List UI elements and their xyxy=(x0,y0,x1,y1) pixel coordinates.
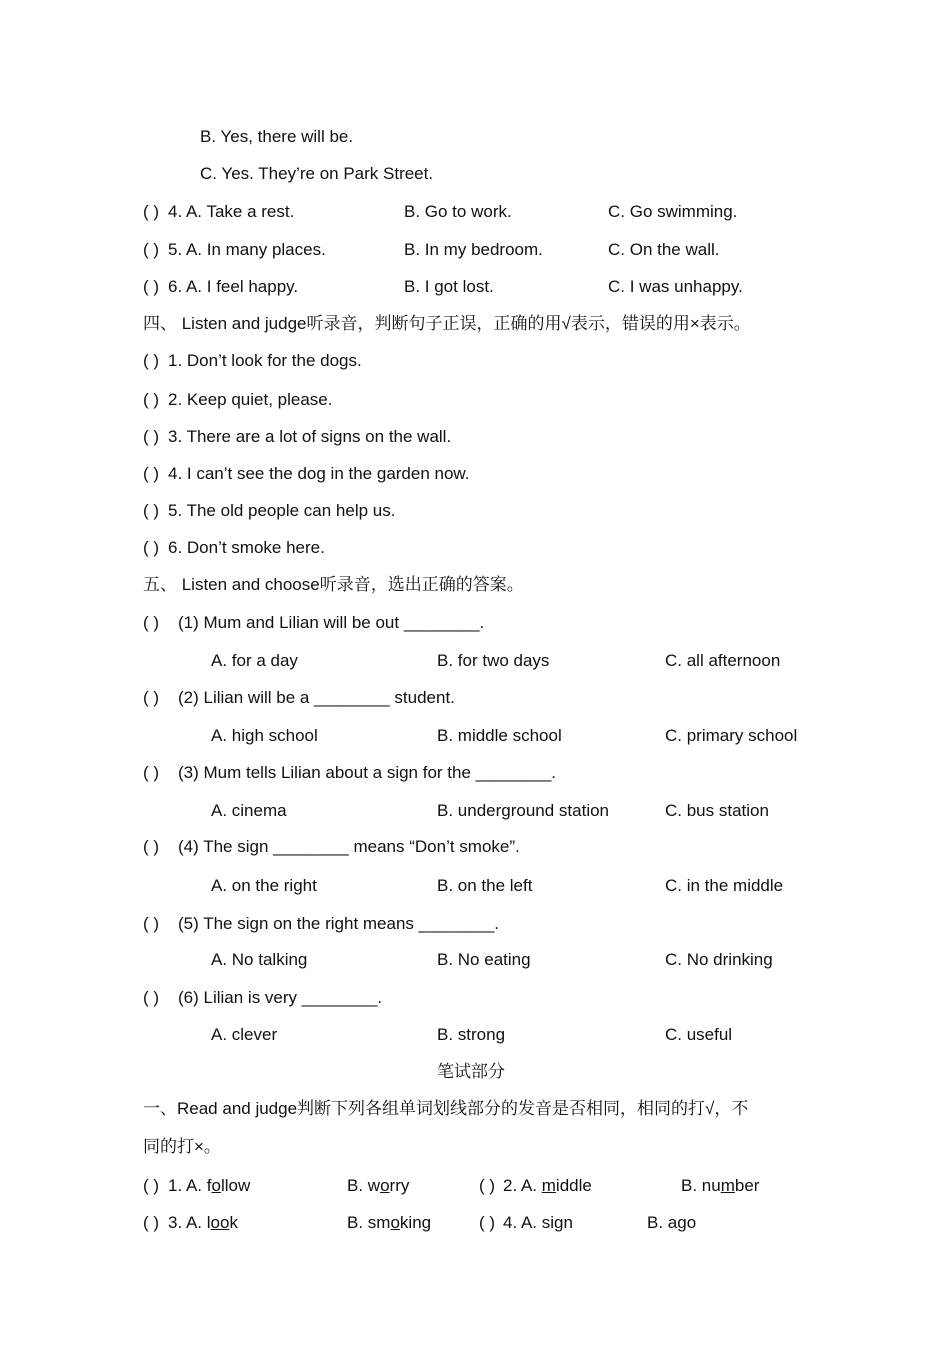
choose-3-option-c: C. bus station xyxy=(665,801,769,820)
judge-item-3: 3. There are a lot of signs on the wall. xyxy=(168,427,452,446)
choose-2-option-a: A. high school xyxy=(211,726,318,745)
question-6-option-b: B. I got lost. xyxy=(404,277,494,296)
answer-paren: ( ) xyxy=(143,1176,160,1195)
answer-paren: ( ) xyxy=(143,914,160,933)
answer-paren: ( ) xyxy=(479,1213,496,1232)
answer-paren: ( ) xyxy=(143,988,160,1007)
answer-paren: ( ) xyxy=(143,763,160,782)
question-4-option-a: 4. A. Take a rest. xyxy=(168,202,295,221)
answer-paren: ( ) xyxy=(143,837,160,856)
choose-1-option-a: A. for a day xyxy=(211,651,298,670)
choose-question-4: (4) The sign ________ means “Don’t smoke”. xyxy=(178,837,520,856)
choose-1-option-c: C. all afternoon xyxy=(665,651,781,670)
pronunciation-item-1b: B. worry xyxy=(347,1176,410,1195)
choose-2-option-b: B. middle school xyxy=(437,726,562,745)
answer-paren: ( ) xyxy=(143,501,160,520)
choose-6-option-c: C. useful xyxy=(665,1025,733,1044)
answer-paren: ( ) xyxy=(143,1213,160,1232)
choose-question-2: (2) Lilian will be a ________ student. xyxy=(178,688,455,707)
choose-4-option-b: B. on the left xyxy=(437,876,533,895)
choose-question-6: (6) Lilian is very ________. xyxy=(178,988,383,1007)
question-5-option-b: B. In my bedroom. xyxy=(404,240,543,259)
section-5-heading: 五、 Listen and choose听录音，选出正确的答案。 xyxy=(143,575,524,594)
answer-paren: ( ) xyxy=(143,240,160,259)
answer-paren: ( ) xyxy=(143,538,160,557)
choose-3-option-b: B. underground station xyxy=(437,801,610,820)
choose-2-option-c: C. primary school xyxy=(665,726,798,745)
written-section-1-heading-cont: 同的打×。 xyxy=(143,1137,221,1156)
pronunciation-item-2b: B. number xyxy=(681,1176,760,1195)
choose-question-1: (1) Mum and Lilian will be out ________. xyxy=(178,613,485,632)
choose-3-option-a: A. cinema xyxy=(211,801,287,820)
answer-paren: ( ) xyxy=(143,464,160,483)
answer-paren: ( ) xyxy=(143,688,160,707)
choose-6-option-b: B. strong xyxy=(437,1025,506,1044)
choose-question-3: (3) Mum tells Lilian about a sign for the ________. xyxy=(178,763,557,782)
written-section-title: 笔试部分 xyxy=(437,1062,505,1081)
pronunciation-item-4a: 4. A. sign xyxy=(503,1213,573,1232)
section-4-heading: 四、 Listen and judge听录音，判断句子正误，正确的用√表示，错误的用×表示。 xyxy=(143,314,751,333)
question-5-option-c: C. On the wall. xyxy=(608,240,720,259)
judge-item-4: 4. I can’t see the dog in the garden now. xyxy=(168,464,470,483)
choose-1-option-b: B. for two days xyxy=(437,651,550,670)
choose-5-option-c: C. No drinking xyxy=(665,950,773,969)
choose-5-option-b: B. No eating xyxy=(437,950,531,969)
answer-paren: ( ) xyxy=(479,1176,496,1195)
choose-4-option-c: C. in the middle xyxy=(665,876,784,895)
judge-item-5: 5. The old people can help us. xyxy=(168,501,396,520)
pronunciation-item-2a: 2. A. middle xyxy=(503,1176,592,1195)
question-4-option-c: C. Go swimming. xyxy=(608,202,738,221)
answer-paren: ( ) xyxy=(143,202,160,221)
question-6-option-a: 6. A. I feel happy. xyxy=(168,277,299,296)
choose-6-option-a: A. clever xyxy=(211,1025,278,1044)
pronunciation-item-3a: 3. A. look xyxy=(168,1213,238,1232)
choose-5-option-a: A. No talking xyxy=(211,950,308,969)
judge-item-2: 2. Keep quiet, please. xyxy=(168,390,333,409)
pronunciation-item-4b: B. ago xyxy=(647,1213,697,1232)
answer-paren: ( ) xyxy=(143,613,160,632)
answer-paren: ( ) xyxy=(143,427,160,446)
answer-paren: ( ) xyxy=(143,351,160,370)
judge-item-1: 1. Don’t look for the dogs. xyxy=(168,351,362,370)
question-5-option-a: 5. A. In many places. xyxy=(168,240,326,259)
option-c: C. Yes. They’re on Park Street. xyxy=(200,164,434,183)
judge-item-6: 6. Don’t smoke here. xyxy=(168,538,325,557)
pronunciation-item-3b: B. smoking xyxy=(347,1213,432,1232)
pronunciation-item-1a: 1. A. follow xyxy=(168,1176,251,1195)
choose-4-option-a: A. on the right xyxy=(211,876,317,895)
question-6-option-c: C. I was unhappy. xyxy=(608,277,743,296)
written-section-1-heading: 一、Read and judge判断下列各组单词划线部分的发音是否相同，相同的打√，不 xyxy=(143,1099,749,1118)
answer-paren: ( ) xyxy=(143,277,160,296)
option-b: B. Yes, there will be. xyxy=(200,127,354,146)
question-4-option-b: B. Go to work. xyxy=(404,202,512,221)
choose-question-5: (5) The sign on the right means ________. xyxy=(178,914,500,933)
answer-paren: ( ) xyxy=(143,390,160,409)
